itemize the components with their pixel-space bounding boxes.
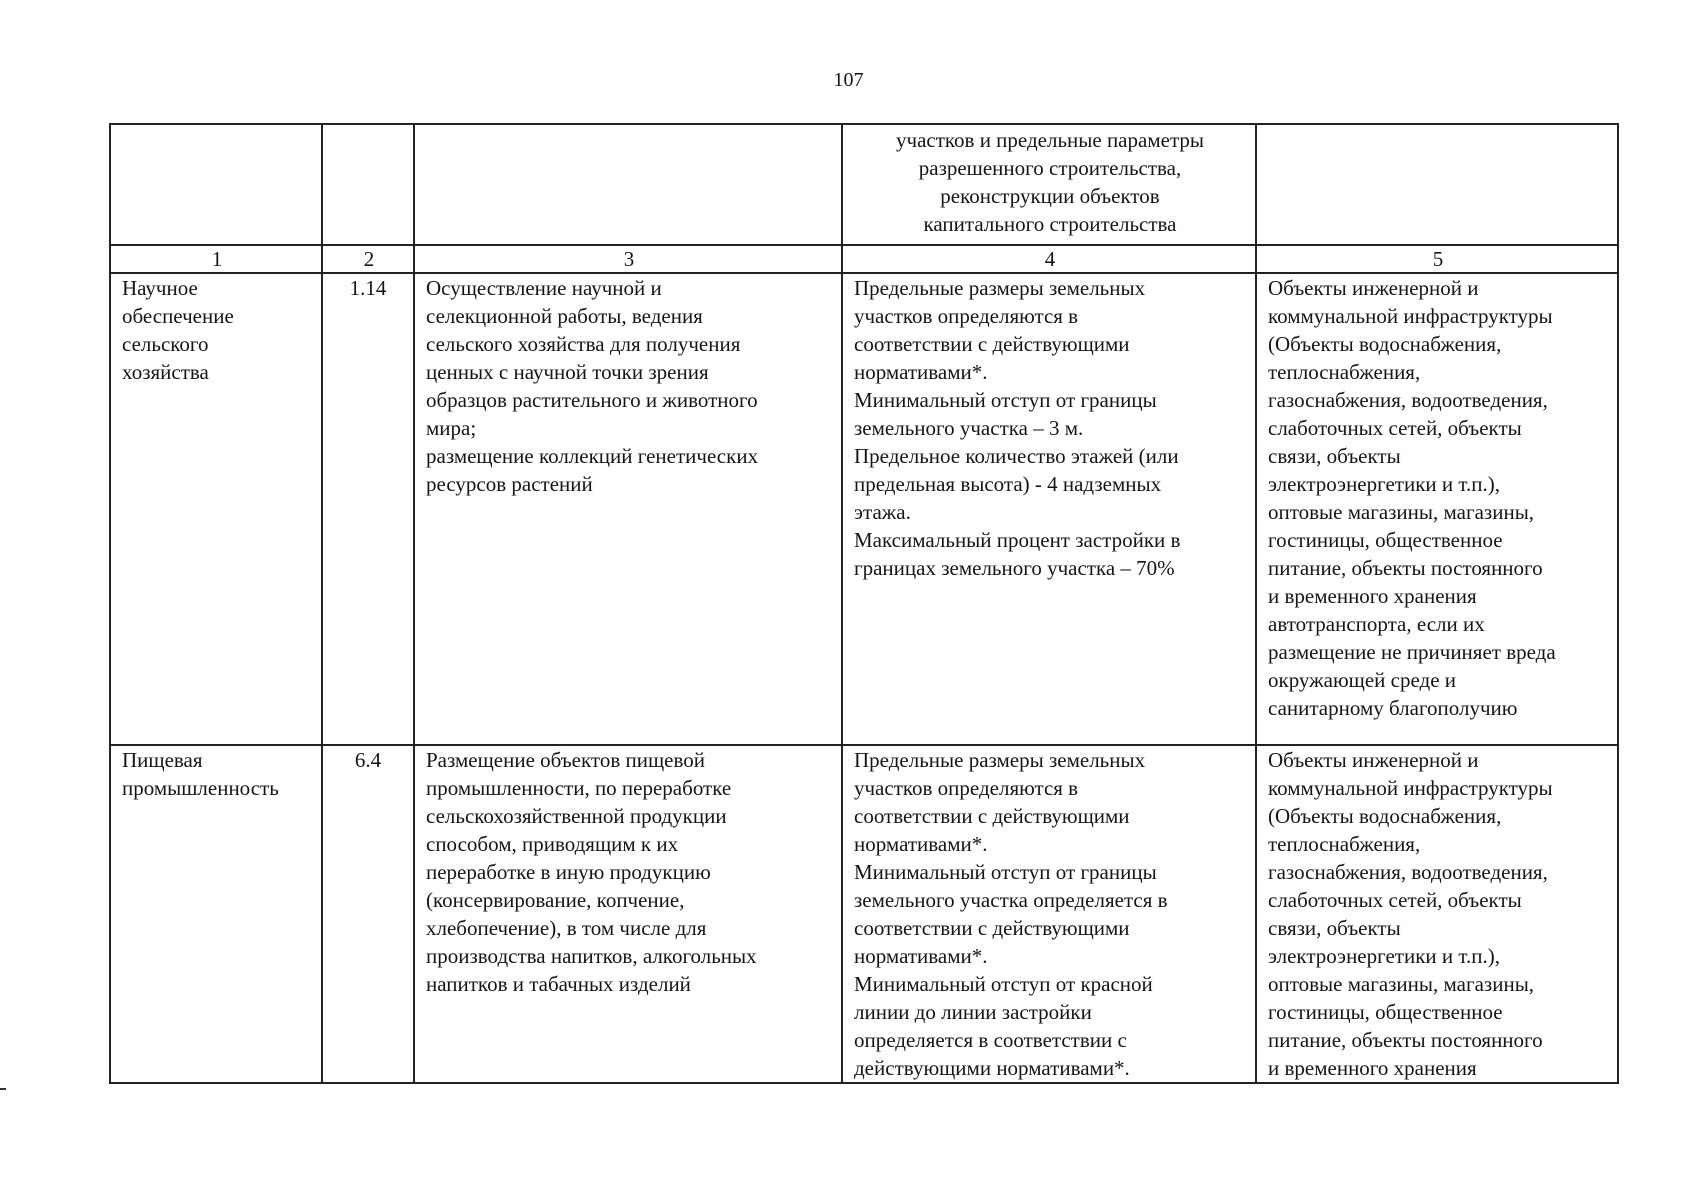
use-name-line: Научное	[122, 276, 198, 300]
continuation-cell-2	[322, 124, 414, 245]
use-code-cell: 1.14	[322, 273, 414, 745]
objects-line: и временного хранения	[1268, 584, 1477, 608]
header-line: участков и предельные параметры	[896, 128, 1204, 152]
objects-line: автотранспорта, если их	[1268, 612, 1485, 636]
table-row	[110, 273, 1618, 745]
parameters-line: нормативами*.	[854, 360, 988, 384]
header-line: реконструкции объектов	[940, 184, 1160, 208]
description-line: сельскохозяйственной продукции	[426, 804, 727, 828]
objects-line: окружающей среде и	[1268, 668, 1457, 692]
parameters-line: Предельные размеры земельных	[854, 276, 1146, 300]
scan-edge-mark	[0, 1088, 6, 1090]
continuation-cell-5	[1256, 124, 1618, 245]
use-description-cell	[414, 273, 842, 745]
description-line: производства напитков, алкогольных	[426, 944, 757, 968]
column-number: 3	[414, 245, 842, 273]
parameters-line: Максимальный процент застройки в	[854, 528, 1181, 552]
objects-line: Объекты инженерной и	[1268, 276, 1479, 300]
objects-line: питание, объекты постоянного	[1268, 556, 1543, 580]
column-number: 4	[842, 245, 1256, 273]
description-line: способом, приводящим к их	[426, 832, 679, 856]
description-line: (консервирование, копчение,	[426, 888, 685, 912]
objects-line: (Объекты водоснабжения,	[1268, 332, 1502, 356]
use-description-cell	[414, 745, 842, 1083]
parameters-line: Минимальный отступ от границы	[854, 860, 1157, 884]
page-number: 107	[833, 69, 864, 91]
header-line: капитального строительства	[923, 212, 1177, 236]
description-line: хлебопечение), в том числе для	[426, 916, 707, 940]
parameters-line: нормативами*.	[854, 832, 988, 856]
column-number: 2	[322, 245, 414, 273]
parameters-line: Минимальный отступ от красной	[854, 972, 1153, 996]
use-name-line: хозяйства	[122, 360, 209, 384]
parameters-cell	[842, 745, 1256, 1083]
objects-line: гостиницы, общественное	[1268, 528, 1503, 552]
objects-line: оптовые магазины, магазины,	[1268, 972, 1535, 996]
description-line: размещение коллекций генетических	[426, 444, 759, 468]
description-line: переработке в иную продукцию	[426, 860, 711, 884]
table-row	[110, 745, 1618, 1083]
objects-line: коммунальной инфраструктуры	[1268, 776, 1553, 800]
objects-line: связи, объекты	[1268, 916, 1401, 940]
objects-line: газоснабжения, водоотведения,	[1268, 860, 1548, 884]
objects-line: электроэнергетики и т.п.),	[1268, 472, 1500, 496]
description-line: ресурсов растений	[426, 472, 593, 496]
use-name-line: сельского	[122, 332, 209, 356]
column-number: 1	[110, 245, 322, 273]
description-line: ценных с научной точки зрения	[426, 360, 709, 384]
use-code-cell: 6.4	[322, 745, 414, 1083]
objects-line: размещение не причиняет вреда	[1268, 640, 1556, 664]
use-name-line: Пищевая	[122, 748, 203, 772]
objects-line: связи, объекты	[1268, 444, 1401, 468]
parameters-line: определяется в соответствии с	[854, 1028, 1127, 1052]
use-name-cell	[110, 745, 322, 1083]
description-line: селекционной работы, ведения	[426, 304, 703, 328]
objects-line: слаботочных сетей, объекты	[1268, 888, 1522, 912]
use-name-cell	[110, 273, 322, 745]
parameters-line: границах земельного участка – 70%	[854, 556, 1175, 580]
objects-line: оптовые магазины, магазины,	[1268, 500, 1535, 524]
objects-line: питание, объекты постоянного	[1268, 1028, 1543, 1052]
objects-line: слаботочных сетей, объекты	[1268, 416, 1522, 440]
objects-line: теплоснабжения,	[1268, 832, 1421, 856]
parameters-line: предельная высота) - 4 надземных	[854, 472, 1162, 496]
objects-line: (Объекты водоснабжения,	[1268, 804, 1502, 828]
column-number-row	[110, 245, 1618, 273]
parameters-line: земельного участка определяется в	[854, 888, 1168, 912]
continuation-cell-1	[110, 124, 322, 245]
objects-line: Объекты инженерной и	[1268, 748, 1479, 772]
auxiliary-objects-cell	[1256, 273, 1618, 745]
description-line: сельского хозяйства для получения	[426, 332, 741, 356]
description-line: Осуществление научной и	[426, 276, 662, 300]
parameters-line: земельного участка – 3 м.	[854, 416, 1084, 440]
parameters-line: этажа.	[854, 500, 911, 524]
auxiliary-objects-cell	[1256, 745, 1618, 1083]
parameters-line: действующими нормативами*.	[854, 1056, 1130, 1080]
parameters-line: соответствии с действующими	[854, 804, 1130, 828]
continuation-cell-3	[414, 124, 842, 245]
parameters-line: соответствии с действующими	[854, 332, 1130, 356]
zoning-table	[109, 123, 1619, 1084]
parameters-line: линии до линии застройки	[854, 1000, 1092, 1024]
parameters-line: участков определяются в	[854, 776, 1079, 800]
parameters-line: Минимальный отступ от границы	[854, 388, 1157, 412]
objects-line: газоснабжения, водоотведения,	[1268, 388, 1548, 412]
objects-line: теплоснабжения,	[1268, 360, 1421, 384]
use-name-line: обеспечение	[122, 304, 234, 328]
parameters-line: участков определяются в	[854, 304, 1079, 328]
parameters-line: Предельные размеры земельных	[854, 748, 1146, 772]
parameters-cell	[842, 273, 1256, 745]
use-name-line: промышленность	[122, 776, 279, 800]
description-line: промышленности, по переработке	[426, 776, 732, 800]
description-line: мира;	[426, 416, 477, 440]
objects-line: гостиницы, общественное	[1268, 1000, 1503, 1024]
parameters-line: нормативами*.	[854, 944, 988, 968]
column-number: 5	[1256, 245, 1618, 273]
description-line: Размещение объектов пищевой	[426, 748, 705, 772]
description-line: напитков и табачных изделий	[426, 972, 691, 996]
objects-line: электроэнергетики и т.п.),	[1268, 944, 1500, 968]
header-line: разрешенного строительства,	[918, 156, 1182, 180]
objects-line: коммунальной инфраструктуры	[1268, 304, 1553, 328]
continuation-header-row	[110, 124, 1618, 245]
description-line: образцов растительного и животного	[426, 388, 758, 412]
objects-line: санитарному благополучию	[1268, 696, 1518, 720]
parameters-line: Предельное количество этажей (или	[854, 444, 1179, 468]
objects-line: и временного хранения	[1268, 1056, 1477, 1080]
parameters-line: соответствии с действующими	[854, 916, 1130, 940]
continuation-header-col4	[842, 124, 1256, 245]
